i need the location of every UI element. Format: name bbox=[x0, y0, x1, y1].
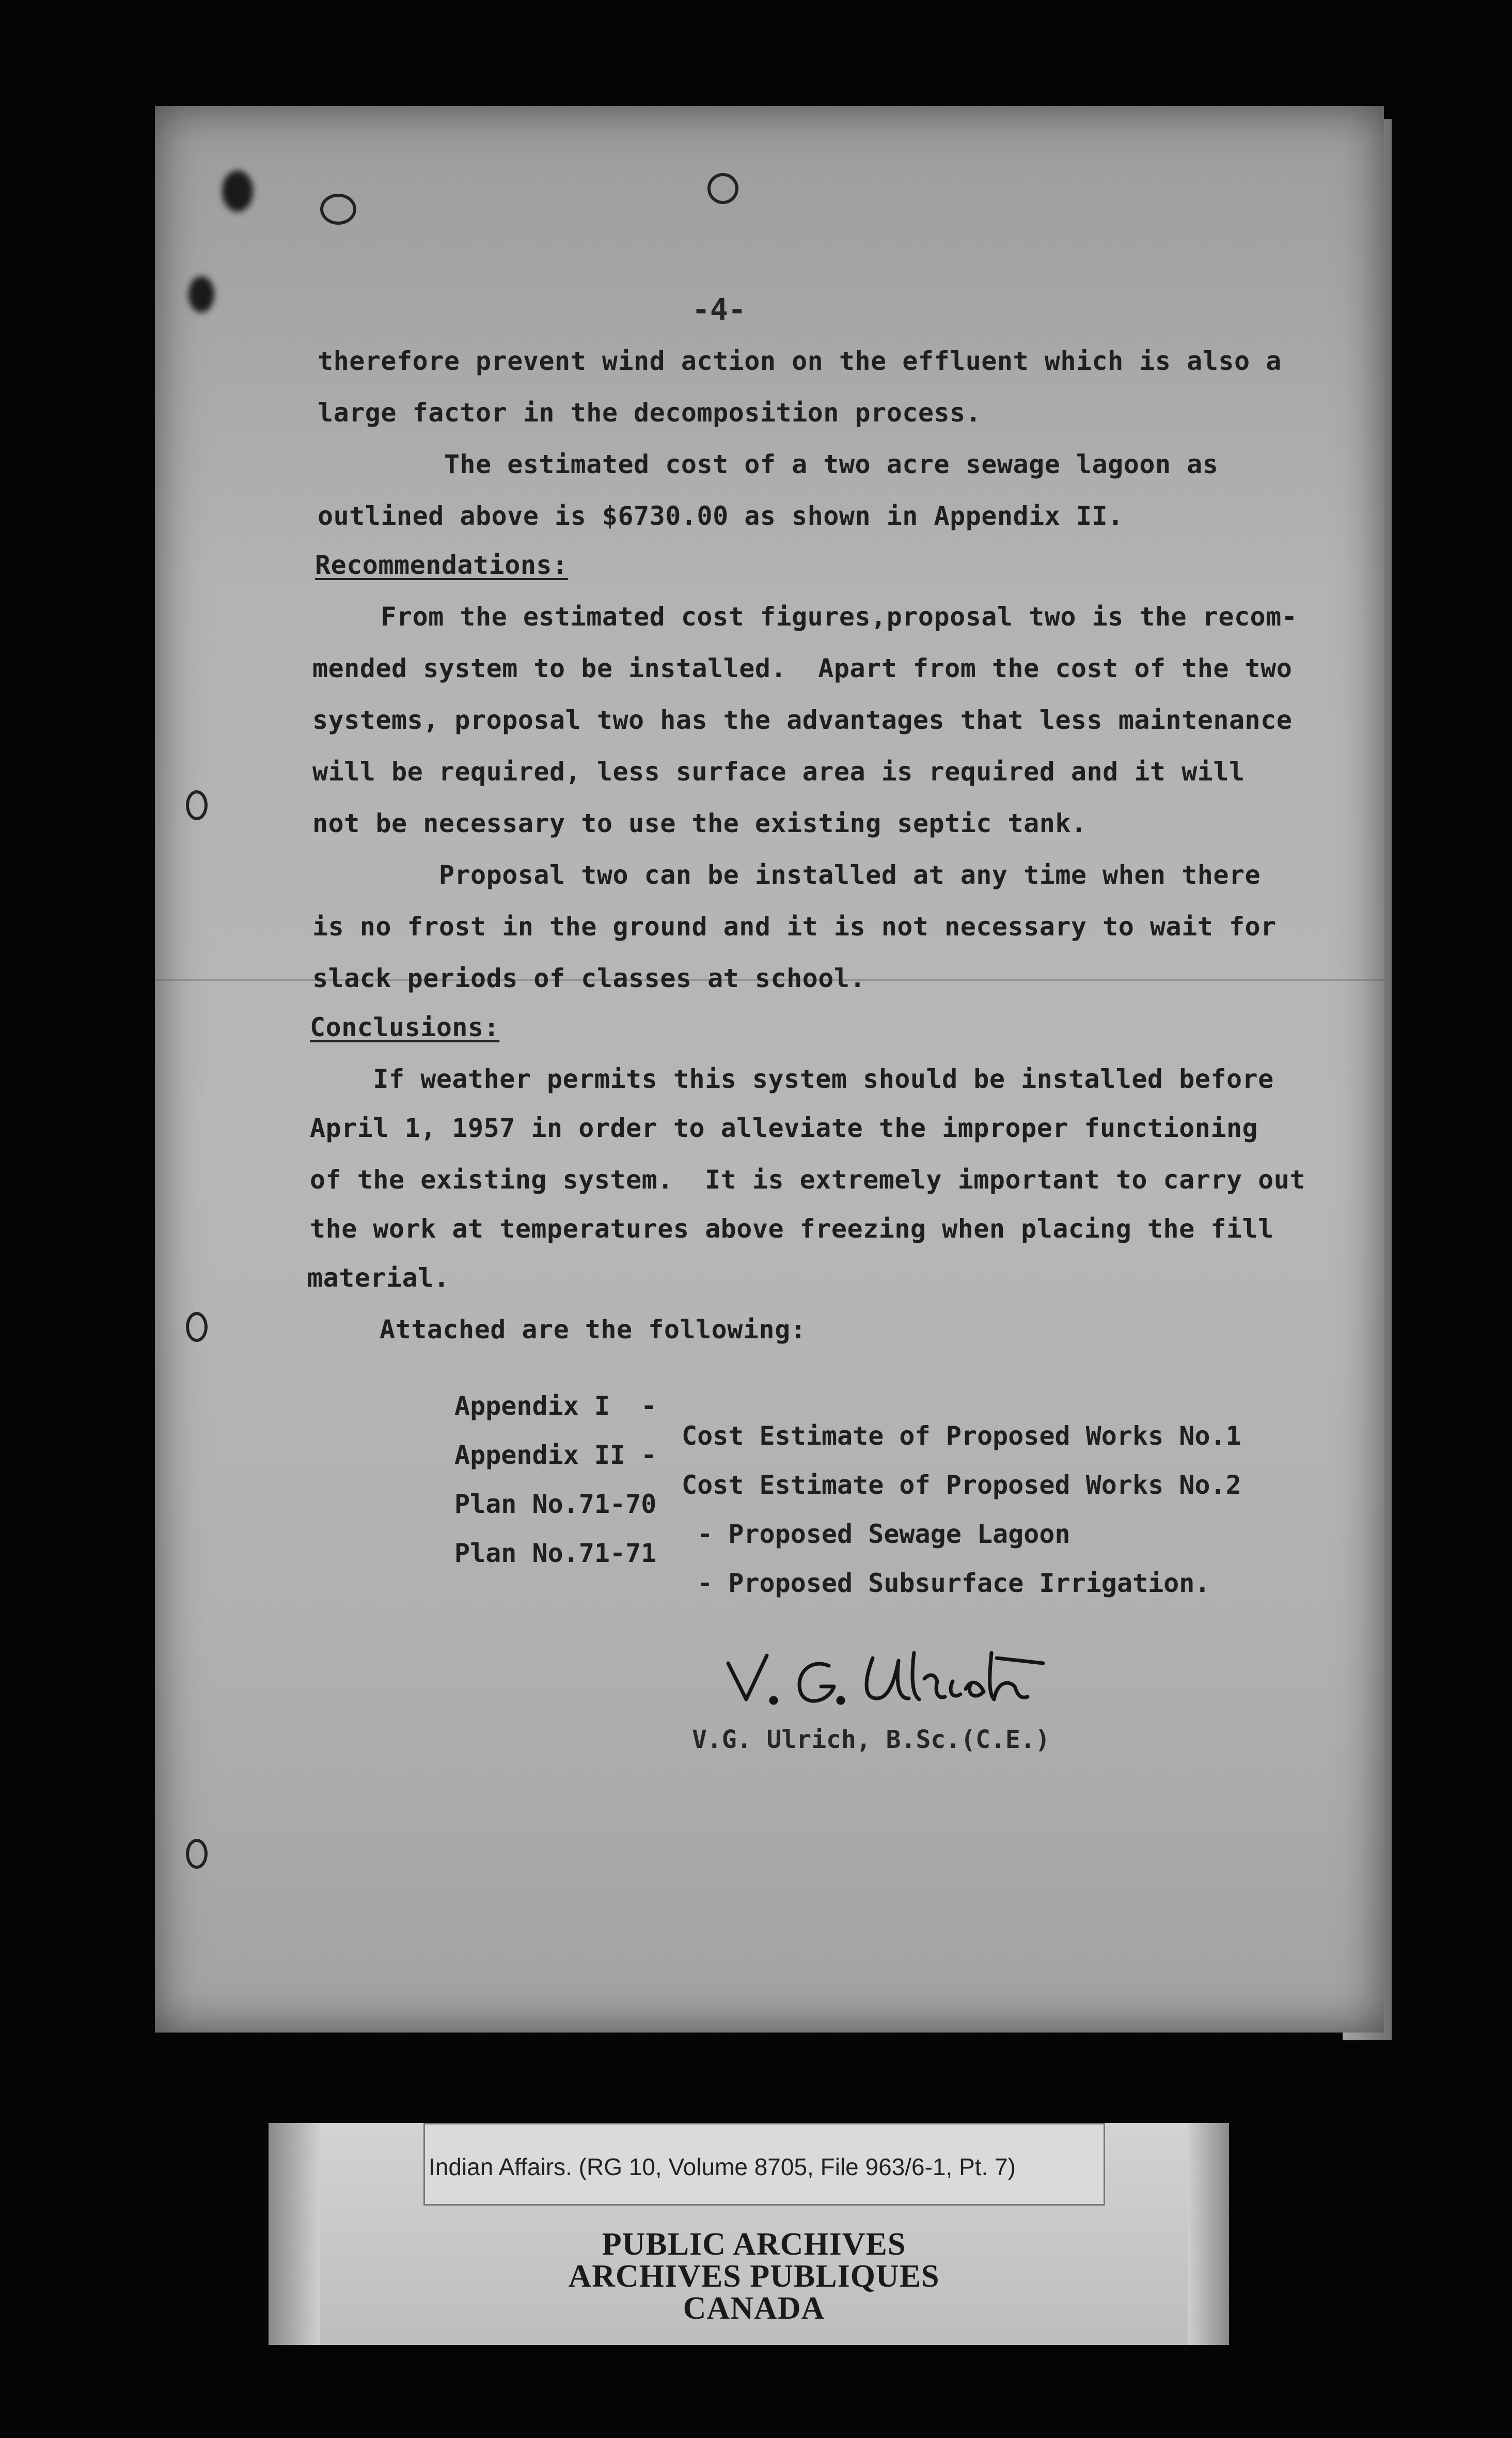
punch-hole bbox=[320, 194, 356, 225]
ink-smudge bbox=[188, 276, 214, 312]
body-line: large factor in the decomposition process. bbox=[318, 398, 982, 428]
punch-hole bbox=[186, 1312, 208, 1342]
conclusions-line: the work at temperatures above freezing when placing the fill bbox=[310, 1214, 1274, 1244]
attached-intro: Attached are the following: bbox=[380, 1315, 807, 1345]
recommendations-line: not be necessary to use the existing septic tank. bbox=[312, 808, 1087, 838]
attachment-label: Appendix II - bbox=[454, 1440, 657, 1470]
attachment-desc: - Proposed Subsurface Irrigation. bbox=[682, 1568, 1210, 1598]
attachment-label: Plan No.71-71 bbox=[454, 1538, 657, 1568]
conclusions-line: material. bbox=[307, 1263, 450, 1293]
recommendations-line: is no frost in the ground and it is not necessary to wait for bbox=[312, 912, 1277, 942]
attachment-label: Appendix I - bbox=[454, 1391, 657, 1421]
body-line: outlined above is $6730.00 as shown in Appendix II. bbox=[318, 501, 1124, 531]
punch-hole bbox=[707, 173, 738, 204]
punch-hole bbox=[186, 790, 208, 820]
body-line: The estimated cost of a two acre sewage lagoon as bbox=[318, 449, 1219, 479]
conclusions-line: April 1, 1957 in order to alleviate the improper functioning bbox=[310, 1113, 1258, 1143]
signatory-name: V.G. Ulrich, B.Sc.(C.E.) bbox=[692, 1725, 1050, 1754]
attachment-desc: Cost Estimate of Proposed Works No.1 bbox=[682, 1421, 1241, 1451]
recommendations-line: mended system to be installed. Apart from the cost of the two bbox=[312, 653, 1293, 683]
recommendations-heading: Recommendations: bbox=[315, 550, 568, 580]
handwritten-signature-icon bbox=[718, 1643, 1059, 1715]
archive-title-line2: ARCHIVES PUBLIQUES bbox=[568, 2259, 940, 2294]
recommendations-line: will be required, less surface area is required and it will bbox=[312, 757, 1245, 787]
conclusions-heading: Conclusions: bbox=[310, 1012, 500, 1042]
body-line: therefore prevent wind action on the effluent which is also a bbox=[318, 346, 1282, 376]
archive-label-card bbox=[300, 2123, 1208, 2345]
archive-reference: Indian Affairs. (RG 10, Volume 8705, File 963/6-1, Pt. 7) bbox=[429, 2153, 1016, 2180]
punch-hole bbox=[186, 1839, 208, 1869]
archive-title-line1: PUBLIC ARCHIVES bbox=[602, 2227, 906, 2262]
conclusions-line: If weather permits this system should be installed before bbox=[310, 1064, 1274, 1094]
recommendations-line: slack periods of classes at school. bbox=[312, 963, 866, 993]
page-number: -4- bbox=[692, 292, 746, 327]
recommendations-line: From the estimated cost figures,proposal two is the recom- bbox=[318, 602, 1298, 632]
attachment-desc: Cost Estimate of Proposed Works No.2 bbox=[682, 1470, 1241, 1500]
ink-smudge bbox=[222, 170, 253, 212]
conclusions-line: of the existing system. It is extremely important to carry out bbox=[310, 1165, 1305, 1195]
archive-title-line3: CANADA bbox=[683, 2291, 825, 2326]
attachment-desc: - Proposed Sewage Lagoon bbox=[682, 1519, 1070, 1549]
recommendations-line: systems, proposal two has the advantages that less maintenance bbox=[312, 705, 1293, 735]
attachment-label: Plan No.71-70 bbox=[454, 1489, 657, 1519]
recommendations-line: Proposal two can be installed at any time when there bbox=[312, 860, 1261, 890]
